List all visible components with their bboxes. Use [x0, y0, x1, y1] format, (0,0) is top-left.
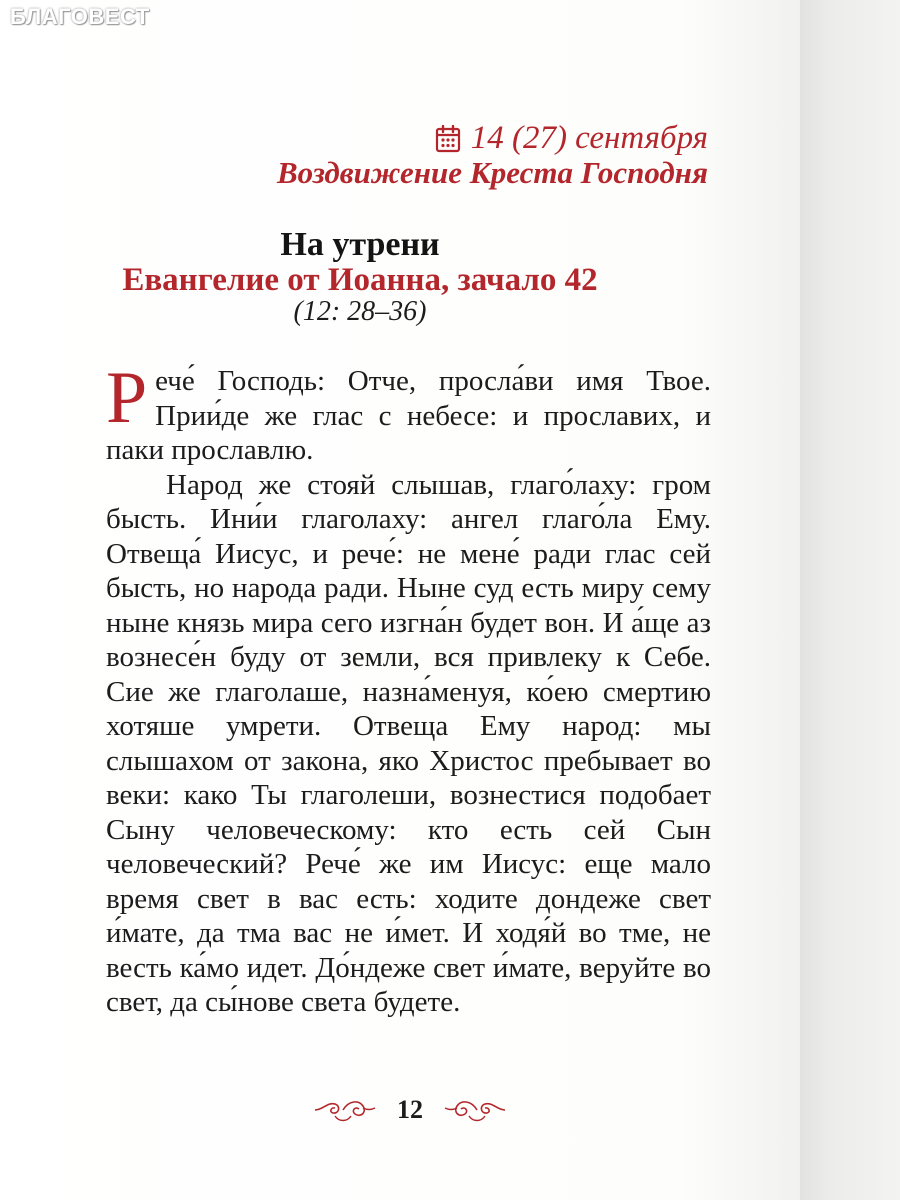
reading-title: Евангелие от Иоанна, зачало 42 [122, 262, 598, 298]
paragraph-1 [106, 357, 711, 468]
paragraph-2: Народ же стояй слышав, глаго́лаху: гром бысть. Ини́и глаголаху: ангел глаго́ла Ему. Отвеща́ Иисус, и рече́: не мене́ ради глас сей бысть, но народа ради. Ныне суд есть миру сему ныне князь мира сего изгна́н будет вон. И а́ще аз вознесе́н буду от земли, вся привлеку к Себе. Сие же глаголаше, назна́менуя, ко́ею смертию хотяше умрети. Отвеща Ему народ: мы слышахом от закона, яко Христос пребывает во веки: како Ты глаголеши, вознестися подобает Сыну человеческому: кто есть сей Сын человеческий? Рече́ же им Иисус: еще мало время свет в вас есть: ходите дондеже свет и́мате, да тма вас не и́мет. И ходя́й во тме, не весть ка́мо идет. До́ндеже свет и́мате, веруйте во свет, да сы́нове света будете. [106, 468, 711, 1018]
gospel-text [106, 357, 711, 1020]
calendar-icon [435, 125, 461, 153]
feast-title: Воздвижение Креста Господня [276, 155, 708, 190]
flourish-icon [313, 1094, 377, 1126]
watermark: БЛАГОВЕСТ [10, 4, 150, 29]
page-number: 12 [397, 1095, 423, 1124]
date-text: 14 (27) сентября [470, 120, 708, 156]
drop-cap: Р [106, 357, 148, 439]
page-gutter [800, 0, 900, 1200]
service-heading: На утрени [280, 226, 440, 263]
paragraph-1-text: ече́ Господь: Отче, просла́ви имя Твое. Прии́де же глас с небесе: и прославих, и паки прославлю. [106, 365, 711, 466]
flourish-icon [443, 1094, 507, 1126]
page-footer [300, 1094, 520, 1126]
scripture-reference: (12: 28–36) [293, 296, 427, 327]
date-header [435, 120, 708, 157]
